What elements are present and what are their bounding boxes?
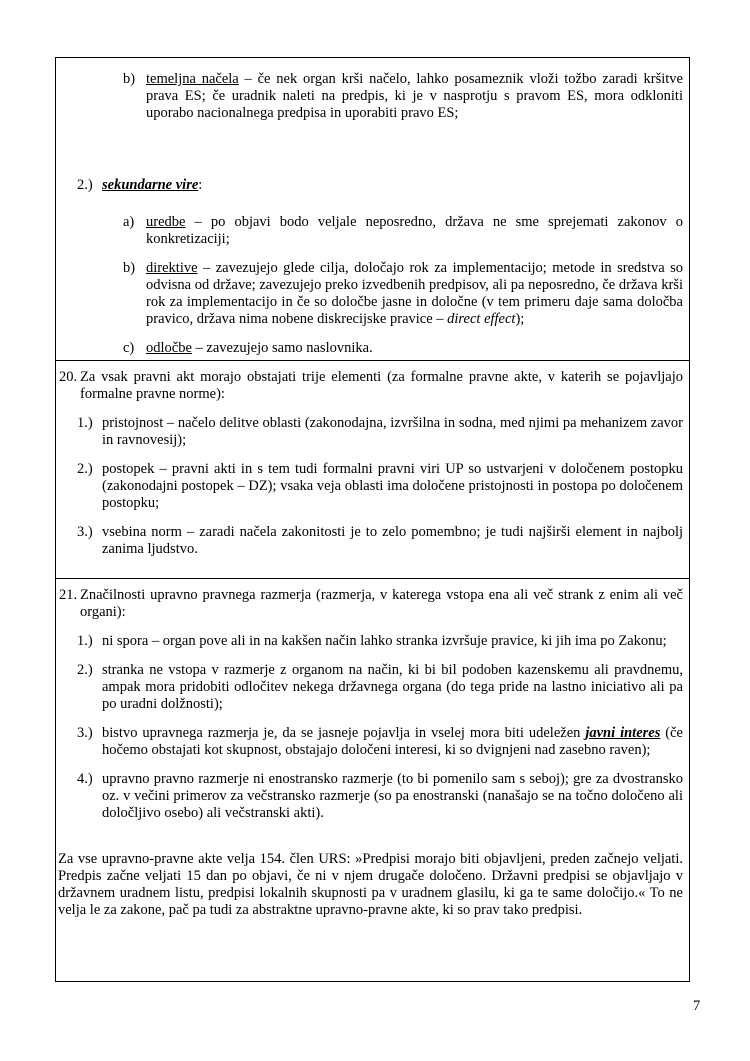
text-segment: upravno pravno razmerje ni enostransko razmerje (to bi pomenilo sam s seboj); gre za dvostransko oz. v večini primerov za večstransko razmerje (so pa enostranski (nanašajo se na točno določeno ali določljivo osebo) ali večstranski akti). (102, 771, 683, 821)
text-segment: vsebina norm – zaradi načela zakonitosti je to zelo pomembno; je tudi najširši element in najbolj zanima ljudstvo. (102, 524, 683, 557)
cell-item-21 (56, 578, 689, 981)
emphasized-text: direct effect (447, 311, 516, 327)
list-item (58, 725, 683, 759)
text-segment: – zavezujejo glede cilja, določajo rok za implementacijo; metode in sredstva so odvisna od države; zavezujejo preko izvedbenih predpisov, ali pa neposredno, če država krši rok za implementacijo in če so določbe jasne in določne (v tem primeru daje sama določba pravico, država nima nobene diskrecijske pravice – (146, 260, 683, 327)
text-segment: – po objavi bodo veljale neposredno, država ne sme sprejemati zakonov o konkretizaciji; (146, 214, 683, 247)
cell-item-20 (56, 360, 689, 578)
emphasized-text: javni interes (585, 725, 661, 741)
list-item (58, 340, 683, 357)
body-paragraph (58, 851, 683, 919)
text-segment: Značilnosti upravno pravnega razmerja (razmerja, v katerega vstopa ena ali več strank z enim ali več organi): (80, 587, 683, 620)
list-item (58, 369, 683, 403)
list-marker: a) (123, 214, 135, 230)
text-segment: ni spora – organ pove ali in na kakšen način lahko stranka izvršuje pravice, ki jih ima po Zakonu; (102, 633, 667, 649)
list-item (58, 633, 683, 650)
list-marker: 21. (59, 587, 78, 603)
text-segment: (če hočemo obstajati kot skupnost, obstajajo določeni interesi, ki so dvignjeni nad zasebno raven); (102, 725, 683, 758)
list-marker: b) (123, 71, 136, 87)
list-marker: c) (123, 340, 135, 356)
text-segment: stranka ne vstopa v razmerje z organom na način, ki bi bil podoben kazenskemu ali pravdnemu, ampak mora pridobiti odločitev nekega državnega organa (do tega pride na lastno iniciativo ali pa po uradni dolžnosti); (102, 662, 683, 712)
list-item (58, 177, 683, 194)
paragraph-spacer (58, 834, 683, 851)
list-marker: b) (123, 260, 136, 276)
list-marker: 1.) (77, 415, 93, 431)
list-marker: 2.) (77, 461, 93, 477)
list-item (58, 587, 683, 621)
list-item (58, 662, 683, 713)
emphasized-text: temeljna načela (146, 71, 239, 87)
text-segment: Za vsak pravni akt morajo obstajati trije elementi (za formalne pravne akte, v katerih se pojavljajo formalne pravne norme): (80, 369, 683, 402)
list-item (58, 71, 683, 122)
emphasized-text: uredbe (146, 214, 186, 230)
paragraph-spacer (58, 134, 683, 177)
text-segment: – če nek organ krši načelo, lahko posameznik vloži tožbo zaradi kršitve prava ES; če uradnik naleti na predpis, ki je v nasprotju s pravom ES, mora odkloniti uporabo nacionalnega predpisa in uporabiti pravo ES; (146, 71, 683, 121)
notes-table (55, 57, 690, 982)
list-marker: 2.) (77, 662, 93, 678)
text-segment: ); (515, 311, 525, 327)
text-segment: Za vse upravno-pravne akte velja 154. člen URS: »Predpisi morajo biti objavljeni, preden začnejo veljati. Predpis začne veljati 15 dan po objavi, če ni v njem drugače določeno. Državni predpisi se objavljajo v državnem uradnem listu, predpisi lokalnih skupnosti pa v uradnem glasilu, ki ga te same določijo.« To ne velja le za zakone, pač pa tudi za abstraktne upravno-pravne akte, ki so prav tako predpisi. (58, 851, 683, 918)
list-item (58, 260, 683, 328)
list-item (58, 771, 683, 822)
text-segment: bistvo upravnega razmerja je, da se jasneje pojavlja in vselej mora biti udeležen (102, 725, 586, 741)
list-item (58, 524, 683, 558)
emphasized-text: sekundarne vire (102, 176, 199, 193)
list-marker: 1.) (77, 633, 93, 649)
emphasized-text: direktive (146, 260, 198, 276)
emphasized-text: odločbe (146, 340, 192, 356)
list-marker: 3.) (77, 725, 93, 741)
list-item (58, 461, 683, 512)
list-marker: 4.) (77, 771, 93, 787)
list-item (58, 415, 683, 449)
list-marker: 2.) (77, 176, 93, 193)
text-segment: – zavezujejo samo naslovnika. (191, 340, 373, 356)
list-marker: 3.) (77, 524, 93, 540)
text-segment: postopek – pravni akti in s tem tudi formalni pravni viri UP so ustvarjeni v določenem postopku (zakonodajni postopek – DZ); vsaka veja oblasti ima določene pristojnosti in postopa po določenem postopku; (102, 461, 683, 511)
text-segment: : (198, 176, 203, 193)
cell-secondary-sources (56, 58, 689, 360)
paragraph-spacer (58, 206, 683, 215)
text-segment: pristojnost – načelo delitve oblasti (zakonodajna, izvršilna in sodna, med njimi pa mehanizem zavor in ravnovesij); (102, 415, 683, 448)
list-marker: 20. (59, 369, 78, 385)
list-item (58, 214, 683, 248)
page-number: 7 (693, 998, 701, 1014)
